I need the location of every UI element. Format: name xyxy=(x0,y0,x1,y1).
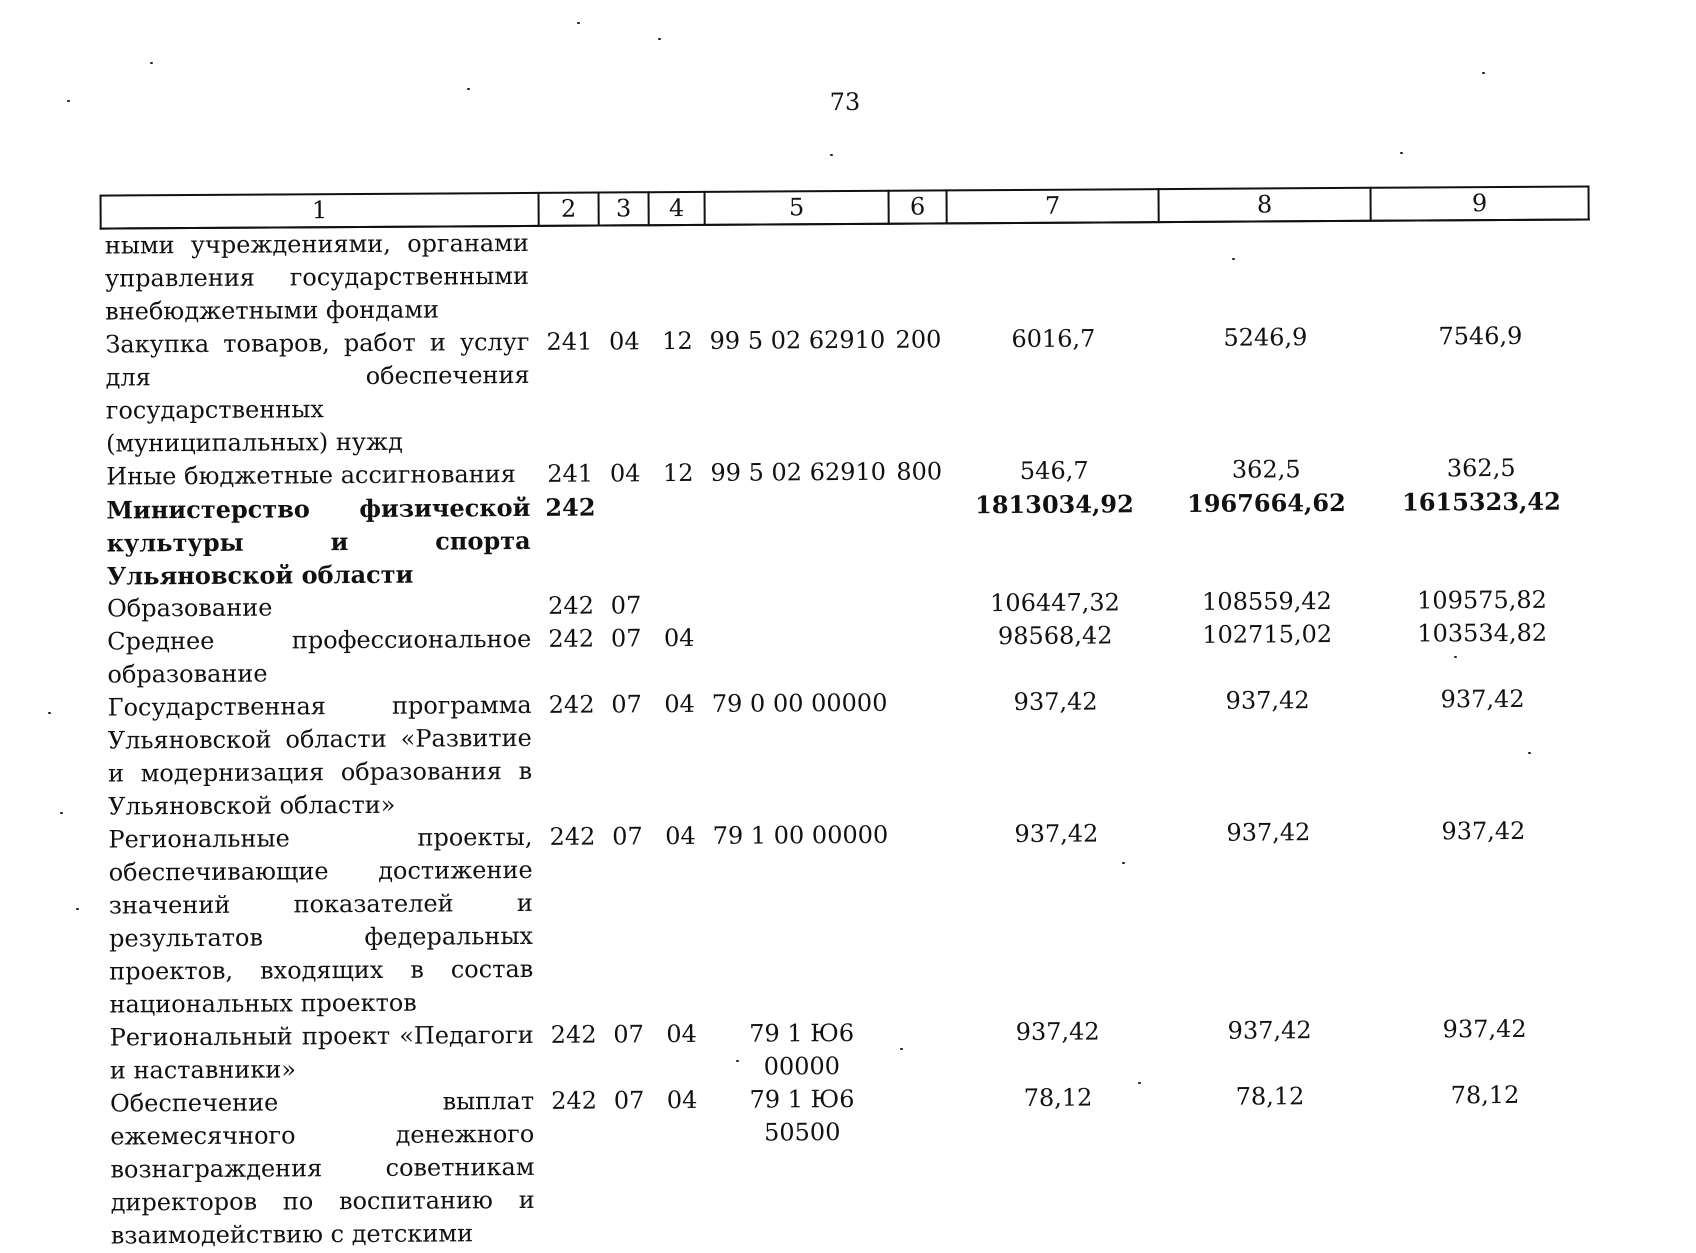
section-code-cell: 07 xyxy=(612,822,643,851)
ministry-code-cell: 242 xyxy=(549,822,596,851)
column-header: 8 xyxy=(1158,188,1370,222)
amount-year1-cell: 6016,7 xyxy=(1011,324,1096,354)
scan-speck xyxy=(1122,862,1125,864)
target-article-cell xyxy=(707,621,891,688)
amount-year1-cell: 937,42 xyxy=(1013,687,1098,717)
column-header: 6 xyxy=(889,190,947,223)
ministry-code-cell: 242 xyxy=(551,1086,598,1115)
table-row xyxy=(102,484,1591,592)
scan-speck xyxy=(1528,752,1531,754)
target-article-cell xyxy=(707,588,891,622)
table-row xyxy=(103,616,1591,691)
scan-speck xyxy=(1454,656,1457,658)
column-header: 5 xyxy=(705,191,889,225)
scan-speck xyxy=(60,812,63,814)
amount-year3-cell: 362,5 xyxy=(1446,453,1516,483)
row-name-cell: Региональные проекты, обеспечивающие достижение значений показателей и результатов федеральных проектов, входящих в состав национальных проектов xyxy=(108,822,534,1019)
budget-table xyxy=(100,185,1596,1252)
ministry-code-cell: 241 xyxy=(547,459,594,488)
expense-type-cell: 200 xyxy=(895,325,942,354)
amount-year3-cell: 7546,9 xyxy=(1438,321,1523,351)
expense-type-cell xyxy=(891,587,949,620)
scan-speck xyxy=(830,154,833,156)
expense-type-cell xyxy=(891,620,949,686)
amount-year1-cell: 937,42 xyxy=(1015,1017,1100,1046)
row-name-cell: Региональный проект «Педагоги и наставники» xyxy=(109,1020,534,1085)
page-number: 73 xyxy=(829,87,861,117)
column-header: 3 xyxy=(599,192,649,225)
scan-speck xyxy=(467,88,470,90)
column-header: 2 xyxy=(539,193,599,226)
subsection-code-cell xyxy=(650,490,707,589)
scan-speck xyxy=(150,62,153,64)
expense-type-cell xyxy=(889,223,948,323)
row-name-cell: Министерство физической культуры и спорта Ульяновской области xyxy=(106,492,531,591)
row-name-cell: Среднее профессиональное образование xyxy=(107,624,532,689)
target-article-cell: 79 1 Ю6 50500 xyxy=(749,1084,855,1147)
subsection-code-cell: 12 xyxy=(662,326,693,356)
amount-year1-cell xyxy=(947,222,1160,323)
column-header: 4 xyxy=(649,192,705,225)
amount-year2-cell: 1967664,62 xyxy=(1186,487,1346,518)
ministry-code-cell: 242 xyxy=(548,591,595,620)
section-code-cell: 07 xyxy=(613,1020,645,1049)
table-row xyxy=(106,1012,1594,1087)
scan-speck xyxy=(577,22,580,24)
expense-type-cell xyxy=(890,488,949,587)
expense-type-cell xyxy=(892,686,951,818)
table-row xyxy=(104,682,1593,823)
row-name-cell: ными учреждениями, органами управления государственными внебюджетными фондами xyxy=(104,228,530,326)
table-row xyxy=(104,814,1593,1021)
subsection-code-cell: 04 xyxy=(663,623,695,653)
amount-year3-cell xyxy=(1371,219,1590,320)
column-header: 9 xyxy=(1370,186,1588,220)
amount-year1-cell: 546,7 xyxy=(1019,456,1089,485)
section-code-cell xyxy=(600,490,651,589)
subsection-code-cell: 12 xyxy=(662,458,694,488)
row-name-cell: Иные бюджетные ассигнования xyxy=(106,460,516,491)
ministry-code-cell xyxy=(539,226,600,326)
amount-year2-cell: 362,5 xyxy=(1231,455,1301,484)
amount-year2-cell xyxy=(1159,221,1372,322)
section-code-cell: 07 xyxy=(611,690,642,719)
target-article-cell: 99 5 02 62910 xyxy=(709,325,886,355)
amount-year2-cell: 937,42 xyxy=(1225,686,1310,715)
row-name-cell: Закупка товаров, работ и услуг для обеспечения государственных (муниципальных) нужд xyxy=(105,327,530,458)
scan-speck xyxy=(736,1060,739,1062)
ministry-code-cell: 242 xyxy=(548,690,595,719)
scan-speck xyxy=(1482,72,1485,74)
scan-speck xyxy=(67,100,70,102)
amount-year3-cell: 937,42 xyxy=(1442,1014,1527,1044)
subsection-code-cell: 04 xyxy=(665,821,696,851)
target-article-cell xyxy=(705,224,890,325)
expense-type-cell: 800 xyxy=(896,457,943,486)
amount-year1-cell: 78,12 xyxy=(1023,1083,1093,1112)
amount-year2-cell: 108559,42 xyxy=(1202,587,1332,616)
amount-year3-cell: 103534,82 xyxy=(1417,618,1548,648)
scan-speck xyxy=(1232,258,1235,260)
amount-year3-cell: 937,42 xyxy=(1440,684,1525,714)
amount-year1-cell: 106447,32 xyxy=(990,588,1120,618)
table-row xyxy=(101,319,1590,460)
target-article-cell: 79 0 00 00000 xyxy=(711,688,888,718)
target-article-cell xyxy=(706,489,891,589)
section-code-cell: 07 xyxy=(610,591,642,620)
amount-year2-cell: 102715,02 xyxy=(1202,620,1333,649)
subsection-code-cell: 04 xyxy=(664,689,695,719)
scan-speck xyxy=(48,712,51,714)
row-name-cell: Обеспечение выплат ежемесячного денежного вознаграждения советникам директоров по воспитанию и взаимодействию с детскими xyxy=(109,1086,535,1250)
amount-year1-cell: 937,42 xyxy=(1014,819,1099,848)
target-article-cell: 79 1 00 00000 xyxy=(712,820,889,850)
amount-year2-cell: 937,42 xyxy=(1226,818,1311,847)
target-article-cell: 79 1 Ю6 00000 xyxy=(749,1018,855,1081)
ministry-code-cell: 242 xyxy=(550,1020,597,1049)
section-code-cell: 04 xyxy=(609,327,640,356)
amount-year2-cell: 78,12 xyxy=(1235,1082,1305,1111)
section-code-cell xyxy=(599,225,650,325)
table-row xyxy=(101,219,1590,328)
column-header: 1 xyxy=(101,193,539,229)
scan-speck xyxy=(1138,1082,1141,1084)
amount-year3-cell: 1615323,42 xyxy=(1401,486,1561,517)
amount-year3-cell: 937,42 xyxy=(1441,816,1526,846)
expense-type-cell xyxy=(894,1082,953,1247)
column-header: 7 xyxy=(946,189,1158,223)
ministry-code-cell: 242 xyxy=(545,492,596,522)
subsection-code-cell: 04 xyxy=(666,1085,698,1115)
section-code-cell: 07 xyxy=(610,624,642,653)
amount-year3-cell: 78,12 xyxy=(1450,1080,1520,1110)
table-row xyxy=(106,1078,1595,1252)
budget-table-body xyxy=(101,219,1595,1252)
scan-speck xyxy=(76,908,79,910)
amount-year2-cell: 5246,9 xyxy=(1223,323,1308,352)
row-name-cell: Государственная программа Ульяновской области «Развитие и модернизация образования в Ульяновской области» xyxy=(107,690,533,821)
subsection-code-cell: 04 xyxy=(666,1019,697,1049)
section-code-cell: 07 xyxy=(613,1086,645,1115)
amount-year1-cell: 98568,42 xyxy=(997,621,1113,651)
target-article-cell: 99 5 02 62910 xyxy=(710,457,887,487)
row-name-cell: Образование xyxy=(106,593,273,623)
scan-speck xyxy=(900,1048,903,1050)
section-code-cell: 04 xyxy=(609,459,641,488)
ministry-code-cell: 242 xyxy=(548,624,595,653)
subsection-code-cell xyxy=(649,225,706,325)
amount-year2-cell: 937,42 xyxy=(1227,1016,1312,1045)
expense-type-cell xyxy=(892,818,951,1016)
scan-speck xyxy=(658,38,661,40)
subsection-code-cell xyxy=(651,589,707,622)
scan-speck xyxy=(1400,152,1403,154)
ministry-code-cell: 241 xyxy=(546,327,593,356)
amount-year3-cell: 109575,82 xyxy=(1417,585,1547,615)
amount-year1-cell: 1813034,92 xyxy=(975,489,1134,520)
